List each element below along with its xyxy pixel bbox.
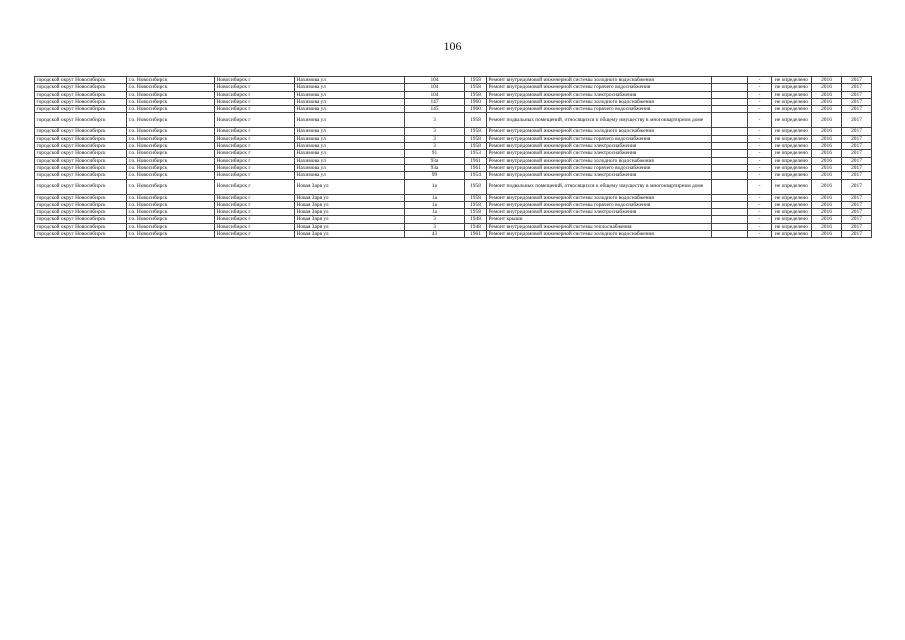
extra-cell: [712, 143, 748, 150]
table-row: [35, 164, 872, 171]
house-cell: 147: [405, 98, 465, 105]
go-cell: г.о. Новосибирск: [127, 209, 215, 216]
okrug-cell: городской округ Новосибирск: [35, 143, 127, 150]
status-cell: не определено: [772, 77, 812, 84]
extra-cell: [712, 164, 748, 171]
okrug-cell: городской округ Новосибирск: [35, 157, 127, 164]
extra-cell: [712, 179, 748, 194]
street-cell: Нахимова ул: [295, 84, 405, 91]
cost-cell: -: [748, 150, 772, 157]
go-cell: г.о. Новосибирск: [127, 231, 215, 238]
house-cell: 3: [405, 143, 465, 150]
year-start-cell: 2016: [812, 113, 842, 128]
extra-cell: [712, 216, 748, 223]
year-end-cell: 2017: [842, 135, 872, 142]
go-cell: г.о. Новосибирск: [127, 179, 215, 194]
okrug-cell: городской округ Новосибирск: [35, 91, 127, 98]
year-cell: 1953: [465, 150, 487, 157]
extra-cell: [712, 113, 748, 128]
table-row: [35, 157, 872, 164]
cost-cell: -: [748, 231, 772, 238]
okrug-cell: городской округ Новосибирск: [35, 201, 127, 208]
house-cell: 43: [405, 231, 465, 238]
work-cell: Ремонт внутридомовой инженерной системы холодного водоснабжения: [487, 231, 712, 238]
go-cell: г.о. Новосибирск: [127, 216, 215, 223]
year-end-cell: 2017: [842, 157, 872, 164]
year-cell: 1958: [465, 128, 487, 135]
year-end-cell: 2017: [842, 98, 872, 105]
table-row: [35, 172, 872, 179]
street-cell: Нахимова ул: [295, 106, 405, 113]
extra-cell: [712, 157, 748, 164]
year-start-cell: 2016: [812, 77, 842, 84]
table-row: [35, 216, 872, 223]
street-cell: Нахимова ул: [295, 113, 405, 128]
street-cell: Новая Заря ул: [295, 194, 405, 201]
okrug-cell: городской округ Новосибирск: [35, 223, 127, 230]
year-start-cell: 2016: [812, 128, 842, 135]
status-cell: не определено: [772, 179, 812, 194]
city-cell: Новосибирск г: [215, 231, 295, 238]
year-cell: 1958: [465, 135, 487, 142]
work-cell: Ремонт внутридомовой инженерной системы холодного водоснабжения: [487, 77, 712, 84]
year-cell: 1958: [465, 91, 487, 98]
table-row: [35, 98, 872, 105]
table-body: [35, 77, 872, 238]
status-cell: не определено: [772, 216, 812, 223]
status-cell: не определено: [772, 91, 812, 98]
okrug-cell: городской округ Новосибирск: [35, 164, 127, 171]
okrug-cell: городской округ Новосибирск: [35, 135, 127, 142]
street-cell: Новая Заря ул: [295, 209, 405, 216]
year-cell: 1958: [465, 201, 487, 208]
house-cell: 104: [405, 91, 465, 98]
cost-cell: -: [748, 77, 772, 84]
house-cell: 91: [405, 150, 465, 157]
cost-cell: -: [748, 91, 772, 98]
status-cell: не определено: [772, 84, 812, 91]
year-cell: 1961: [465, 157, 487, 164]
year-start-cell: 2016: [812, 157, 842, 164]
street-cell: Нахимова ул: [295, 143, 405, 150]
okrug-cell: городской округ Новосибирск: [35, 77, 127, 84]
year-start-cell: 2016: [812, 201, 842, 208]
cost-cell: -: [748, 143, 772, 150]
go-cell: г.о. Новосибирск: [127, 135, 215, 142]
status-cell: не определено: [772, 143, 812, 150]
city-cell: Новосибирск г: [215, 91, 295, 98]
street-cell: Нахимова ул: [295, 150, 405, 157]
work-cell: Ремонт подвальных помещений, относящихся к общему имуществу в многоквартирном доме: [487, 179, 712, 194]
year-cell: 1958: [465, 179, 487, 194]
year-start-cell: 2016: [812, 172, 842, 179]
city-cell: Новосибирск г: [215, 135, 295, 142]
extra-cell: [712, 91, 748, 98]
street-cell: Новая Заря ул: [295, 179, 405, 194]
work-cell: Ремонт внутридомовой инженерной системы холодного водоснабжения: [487, 157, 712, 164]
cost-cell: -: [748, 223, 772, 230]
go-cell: г.о. Новосибирск: [127, 98, 215, 105]
status-cell: не определено: [772, 172, 812, 179]
work-cell: Ремонт внутридомовой инженерной системы горячего водоснабжения: [487, 84, 712, 91]
work-cell: Ремонт внутридомовой инженерной системы электроснабжения: [487, 209, 712, 216]
work-cell: Ремонт крыши: [487, 216, 712, 223]
status-cell: не определено: [772, 106, 812, 113]
table-row: [35, 106, 872, 113]
cost-cell: -: [748, 98, 772, 105]
register-table: [34, 76, 872, 238]
work-cell: Ремонт внутридомовой инженерной системы горячего водоснабжения: [487, 164, 712, 171]
year-end-cell: 2017: [842, 77, 872, 84]
year-start-cell: 2016: [812, 106, 842, 113]
table-row: [35, 179, 872, 194]
year-cell: 1958: [465, 77, 487, 84]
street-cell: Новая Заря ул: [295, 216, 405, 223]
status-cell: не определено: [772, 113, 812, 128]
city-cell: Новосибирск г: [215, 172, 295, 179]
year-end-cell: 2017: [842, 164, 872, 171]
year-end-cell: 2017: [842, 106, 872, 113]
okrug-cell: городской округ Новосибирск: [35, 128, 127, 135]
status-cell: не определено: [772, 209, 812, 216]
okrug-cell: городской округ Новосибирск: [35, 231, 127, 238]
cost-cell: -: [748, 201, 772, 208]
go-cell: г.о. Новосибирск: [127, 84, 215, 91]
extra-cell: [712, 231, 748, 238]
year-start-cell: 2016: [812, 231, 842, 238]
street-cell: Нахимова ул: [295, 135, 405, 142]
status-cell: не определено: [772, 150, 812, 157]
year-end-cell: 2017: [842, 194, 872, 201]
status-cell: не определено: [772, 135, 812, 142]
table-row: [35, 150, 872, 157]
year-start-cell: 2016: [812, 150, 842, 157]
cost-cell: -: [748, 135, 772, 142]
street-cell: Нахимова ул: [295, 157, 405, 164]
year-start-cell: 2016: [812, 223, 842, 230]
year-cell: 1958: [465, 194, 487, 201]
work-cell: Ремонт внутридомовой инженерной системы горячего водоснабжения: [487, 201, 712, 208]
extra-cell: [712, 84, 748, 91]
okrug-cell: городской округ Новосибирск: [35, 179, 127, 194]
cost-cell: -: [748, 194, 772, 201]
table-row: [35, 113, 872, 128]
house-cell: 3: [405, 223, 465, 230]
cost-cell: -: [748, 113, 772, 128]
year-start-cell: 2016: [812, 209, 842, 216]
okrug-cell: городской округ Новосибирск: [35, 150, 127, 157]
cost-cell: -: [748, 128, 772, 135]
table-row: [35, 128, 872, 135]
year-cell: 1948: [465, 216, 487, 223]
cost-cell: -: [748, 216, 772, 223]
work-cell: Ремонт внутридомовой инженерной системы электроснабжения: [487, 172, 712, 179]
okrug-cell: городской округ Новосибирск: [35, 84, 127, 91]
city-cell: Новосибирск г: [215, 223, 295, 230]
house-cell: 104: [405, 84, 465, 91]
extra-cell: [712, 106, 748, 113]
okrug-cell: городской округ Новосибирск: [35, 172, 127, 179]
year-start-cell: 2016: [812, 98, 842, 105]
go-cell: г.о. Новосибирск: [127, 223, 215, 230]
year-end-cell: 2017: [842, 84, 872, 91]
year-cell: 1960: [465, 98, 487, 105]
street-cell: Нахимова ул: [295, 77, 405, 84]
work-cell: Ремонт внутридомовой инженерной системы холодного водоснабжения: [487, 98, 712, 105]
extra-cell: [712, 172, 748, 179]
table-row: [35, 91, 872, 98]
city-cell: Новосибирск г: [215, 77, 295, 84]
extra-cell: [712, 223, 748, 230]
year-end-cell: 2017: [842, 150, 872, 157]
page-number: 106: [443, 39, 462, 53]
work-cell: Ремонт внутридомовой инженерной системы электроснабжения: [487, 150, 712, 157]
year-cell: 1954: [465, 172, 487, 179]
year-start-cell: 2016: [812, 216, 842, 223]
city-cell: Новосибирск г: [215, 98, 295, 105]
extra-cell: [712, 128, 748, 135]
city-cell: Новосибирск г: [215, 216, 295, 223]
okrug-cell: городской округ Новосибирск: [35, 106, 127, 113]
city-cell: Новосибирск г: [215, 150, 295, 157]
go-cell: г.о. Новосибирск: [127, 201, 215, 208]
okrug-cell: городской округ Новосибирск: [35, 194, 127, 201]
year-cell: 1960: [465, 106, 487, 113]
year-cell: 1958: [465, 143, 487, 150]
extra-cell: [712, 77, 748, 84]
year-cell: 1958: [465, 84, 487, 91]
okrug-cell: городской округ Новосибирск: [35, 216, 127, 223]
year-end-cell: 2017: [842, 172, 872, 179]
city-cell: Новосибирск г: [215, 84, 295, 91]
go-cell: г.о. Новосибирск: [127, 143, 215, 150]
go-cell: г.о. Новосибирск: [127, 77, 215, 84]
house-cell: 93а: [405, 157, 465, 164]
house-cell: 3: [405, 113, 465, 128]
go-cell: г.о. Новосибирск: [127, 194, 215, 201]
cost-cell: -: [748, 106, 772, 113]
year-end-cell: 2017: [842, 223, 872, 230]
cost-cell: -: [748, 172, 772, 179]
status-cell: не определено: [772, 201, 812, 208]
status-cell: не определено: [772, 157, 812, 164]
work-cell: Ремонт подвальных помещений, относящихся к общему имуществу в многоквартирном доме: [487, 113, 712, 128]
year-start-cell: 2016: [812, 164, 842, 171]
work-cell: Ремонт внутридомовой инженерной системы холодного водоснабжения: [487, 194, 712, 201]
status-cell: не определено: [772, 98, 812, 105]
work-cell: Ремонт внутридомовой инженерной системы горячего водоснабжения: [487, 106, 712, 113]
street-cell: Нахимова ул: [295, 98, 405, 105]
year-cell: 1958: [465, 209, 487, 216]
extra-cell: [712, 194, 748, 201]
table-row: [35, 231, 872, 238]
go-cell: г.о. Новосибирск: [127, 150, 215, 157]
go-cell: г.о. Новосибирск: [127, 91, 215, 98]
year-end-cell: 2017: [842, 91, 872, 98]
house-cell: 1а: [405, 194, 465, 201]
extra-cell: [712, 150, 748, 157]
year-end-cell: 2017: [842, 216, 872, 223]
house-cell: 3: [405, 216, 465, 223]
status-cell: не определено: [772, 164, 812, 171]
cost-cell: -: [748, 84, 772, 91]
year-end-cell: 2017: [842, 209, 872, 216]
street-cell: Новая Заря ул: [295, 201, 405, 208]
year-end-cell: 2017: [842, 201, 872, 208]
go-cell: г.о. Новосибирск: [127, 172, 215, 179]
okrug-cell: городской округ Новосибирск: [35, 98, 127, 105]
house-cell: 1а: [405, 209, 465, 216]
city-cell: Новосибирск г: [215, 157, 295, 164]
okrug-cell: городской округ Новосибирск: [35, 113, 127, 128]
cost-cell: -: [748, 179, 772, 194]
go-cell: г.о. Новосибирск: [127, 113, 215, 128]
year-end-cell: 2017: [842, 179, 872, 194]
street-cell: Новая Заря ул: [295, 223, 405, 230]
table-row: [35, 135, 872, 142]
city-cell: Новосибирск г: [215, 143, 295, 150]
street-cell: Нахимова ул: [295, 172, 405, 179]
city-cell: Новосибирск г: [215, 201, 295, 208]
city-cell: Новосибирск г: [215, 194, 295, 201]
okrug-cell: городской округ Новосибирск: [35, 209, 127, 216]
street-cell: Нахимова ул: [295, 164, 405, 171]
cost-cell: -: [748, 157, 772, 164]
cost-cell: -: [748, 164, 772, 171]
status-cell: не определено: [772, 231, 812, 238]
year-start-cell: 2016: [812, 194, 842, 201]
city-cell: Новосибирск г: [215, 128, 295, 135]
year-start-cell: 2016: [812, 91, 842, 98]
cost-cell: -: [748, 209, 772, 216]
house-cell: 99: [405, 172, 465, 179]
year-start-cell: 2016: [812, 179, 842, 194]
year-start-cell: 2016: [812, 143, 842, 150]
go-cell: г.о. Новосибирск: [127, 106, 215, 113]
street-cell: Новая Заря ул: [295, 231, 405, 238]
table-row: [35, 201, 872, 208]
city-cell: Новосибирск г: [215, 164, 295, 171]
year-end-cell: 2017: [842, 128, 872, 135]
year-cell: 1958: [465, 113, 487, 128]
extra-cell: [712, 209, 748, 216]
work-cell: Ремонт внутридомовой инженерной системы электроснабжения: [487, 143, 712, 150]
year-start-cell: 2016: [812, 84, 842, 91]
year-start-cell: 2016: [812, 135, 842, 142]
table-row: [35, 223, 872, 230]
street-cell: Нахимова ул: [295, 91, 405, 98]
extra-cell: [712, 135, 748, 142]
work-cell: Ремонт внутридомовой инженерной системы холодного водоснабжения: [487, 128, 712, 135]
city-cell: Новосибирск г: [215, 106, 295, 113]
status-cell: не определено: [772, 128, 812, 135]
status-cell: не определено: [772, 223, 812, 230]
year-end-cell: 2017: [842, 113, 872, 128]
house-cell: 1а: [405, 179, 465, 194]
table-row: [35, 77, 872, 84]
house-cell: 1а: [405, 201, 465, 208]
table-row: [35, 84, 872, 91]
table-row: [35, 194, 872, 201]
go-cell: г.о. Новосибирск: [127, 157, 215, 164]
house-cell: 93а: [405, 164, 465, 171]
table-row: [35, 143, 872, 150]
year-cell: 1961: [465, 164, 487, 171]
year-cell: 1961: [465, 231, 487, 238]
city-cell: Новосибирск г: [215, 113, 295, 128]
city-cell: Новосибирск г: [215, 209, 295, 216]
house-cell: 3: [405, 128, 465, 135]
go-cell: г.о. Новосибирск: [127, 164, 215, 171]
house-cell: 145: [405, 106, 465, 113]
house-cell: 3: [405, 135, 465, 142]
work-cell: Ремонт внутридомовой инженерной системы электроснабжения: [487, 91, 712, 98]
work-cell: Ремонт внутридомовой инженерной системы теплоснабжения: [487, 223, 712, 230]
go-cell: г.о. Новосибирск: [127, 128, 215, 135]
year-end-cell: 2017: [842, 231, 872, 238]
house-cell: 104: [405, 77, 465, 84]
year-end-cell: 2017: [842, 143, 872, 150]
extra-cell: [712, 201, 748, 208]
status-cell: не определено: [772, 194, 812, 201]
table-row: [35, 209, 872, 216]
city-cell: Новосибирск г: [215, 179, 295, 194]
extra-cell: [712, 98, 748, 105]
street-cell: Нахимова ул: [295, 128, 405, 135]
year-cell: 1948: [465, 223, 487, 230]
work-cell: Ремонт внутридомовой инженерной системы горячего водоснабжения: [487, 135, 712, 142]
